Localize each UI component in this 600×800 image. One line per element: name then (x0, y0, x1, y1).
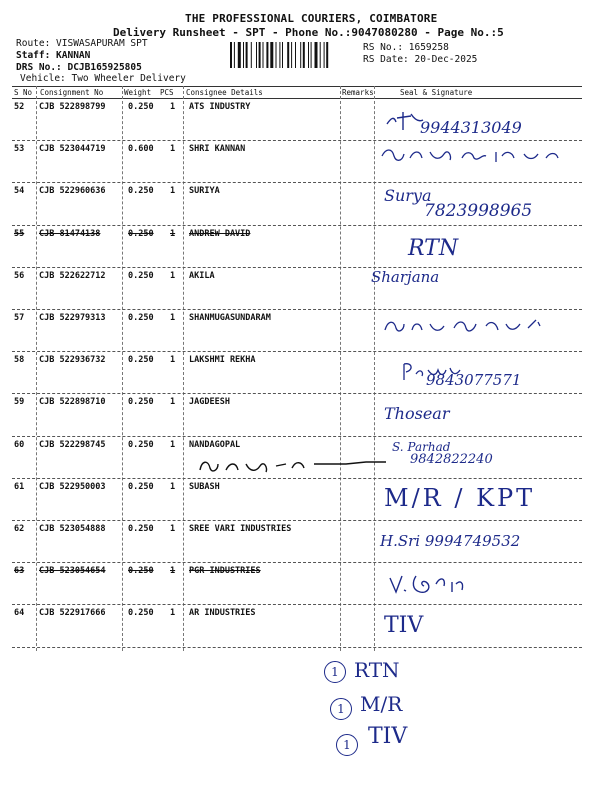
row-weight: 0.600 (128, 144, 154, 155)
row-consignment-no: CJB 522622712 (39, 270, 106, 281)
row-weight: 0.250 (128, 439, 154, 450)
name-note-r60: S. Parhad (392, 440, 451, 454)
row-divider (12, 351, 582, 352)
phone-note-r58: 9843077571 (426, 371, 522, 389)
row-weight: 0.250 (128, 524, 154, 534)
row-pcs: 1 (170, 397, 176, 408)
row-pcs: 1 (170, 524, 176, 534)
row-pcs: 1 (170, 566, 176, 577)
summary-circle-number: 1 (324, 661, 346, 683)
signature-r56: Sharjana (371, 268, 440, 286)
barcode-image (230, 42, 358, 68)
row-consignee: ATS INDUSTRY (189, 102, 251, 112)
row-consignee: SHANMUGASUNDARAM (189, 313, 271, 323)
phone-note-r54: 7823998965 (424, 201, 533, 221)
row-pcs: 1 (170, 102, 176, 112)
tamil-signature-r53 (378, 146, 568, 166)
col-remarks: Remarks (342, 88, 374, 97)
row-pcs: 1 (170, 439, 176, 450)
table-top-border (12, 86, 582, 87)
row-sno: 57 (14, 313, 25, 323)
tamil-signature-r60 (196, 454, 396, 480)
row-consignee: SREE VARI INDUSTRIES (189, 524, 292, 534)
handwritten-signature (385, 110, 425, 132)
col-consignment: Consignment No (40, 88, 104, 97)
row-consignment-no: CJB 522936732 (39, 355, 106, 366)
summary-mr: M/R (360, 692, 403, 716)
row-consignment-no: CJB 522979313 (39, 313, 106, 323)
summary-circle-number: 1 (330, 698, 352, 720)
row-consignment-no: CJB 81474138 (39, 228, 101, 239)
row-sno: 59 (14, 397, 25, 408)
row-sno: 53 (14, 144, 25, 155)
row-sno: 52 (14, 102, 25, 112)
row-pcs: 1 (170, 270, 176, 281)
summary-rtn: RTN (354, 658, 400, 682)
tamil-signature-r57 (382, 316, 547, 338)
row-consignee: SHRI KANNAN (189, 144, 246, 155)
row-consignment-no: CJB 522298745 (39, 439, 106, 450)
col-sno: S No (14, 88, 33, 97)
document-title: THE PROFESSIONAL COURIERS, COIMBATORE (185, 12, 438, 25)
name-note-r54: Surya (384, 186, 432, 205)
row-consignment-no: CJB 522898710 (39, 397, 106, 408)
col-consignee: Consignee Details (186, 88, 263, 97)
row-divider (12, 647, 582, 648)
col-signature: Seal & Signature (400, 88, 473, 97)
summary-tiv: TIV (368, 724, 408, 749)
row-consignee: SUBASH (189, 481, 220, 492)
phone-note-r52: 9944313049 (420, 118, 522, 137)
row-consignment-no: CJB 522950003 (39, 481, 106, 492)
column-divider (183, 86, 184, 651)
row-consignee: PGR INDUSTRIES (189, 566, 261, 577)
row-divider (12, 604, 582, 605)
row-consignee: JAGDEESH (189, 397, 230, 408)
row-divider (12, 520, 582, 521)
row-weight: 0.250 (128, 608, 154, 619)
rs-number: RS No.: 1659258 (363, 42, 449, 53)
row-consignment-no: CJB 523044719 (39, 144, 106, 155)
row-sno: 54 (14, 186, 25, 197)
drs-number: DRS No.: DCJB165925805 (16, 62, 142, 73)
row-pcs: 1 (170, 228, 176, 239)
row-consignment-no: CJB 522898799 (39, 102, 106, 112)
row-weight: 0.250 (128, 566, 154, 577)
row-consignment-no: CJB 523054654 (39, 566, 106, 577)
phone-note-r60: 9842822240 (410, 452, 493, 467)
row-sno: 55 (14, 228, 25, 239)
row-divider (12, 309, 582, 310)
row-consignment-no: CJB 523054888 (39, 524, 106, 534)
rtn-note-r55: RTN (408, 236, 459, 261)
row-sno: 58 (14, 355, 25, 366)
phone-note-r62: H.Sri 9994749532 (380, 532, 521, 550)
signature-r63 (386, 572, 486, 598)
column-divider (340, 86, 341, 651)
row-divider (12, 140, 582, 141)
row-pcs: 1 (170, 313, 176, 323)
staff-label: Staff: KANNAN (16, 50, 91, 61)
row-sno: 63 (14, 566, 25, 577)
column-divider (36, 86, 37, 651)
row-consignee: AKILA (189, 270, 215, 281)
row-divider (12, 225, 582, 226)
row-pcs: 1 (170, 186, 176, 197)
row-divider (12, 267, 582, 268)
row-consignee: SURIYA (189, 186, 220, 197)
row-consignment-no: CJB 522917666 (39, 608, 106, 619)
column-divider (374, 86, 375, 651)
row-divider (12, 182, 582, 183)
row-divider (12, 436, 582, 437)
row-consignee: AR INDUSTRIES (189, 608, 256, 619)
row-weight: 0.250 (128, 481, 154, 492)
row-pcs: 1 (170, 144, 176, 155)
row-pcs: 1 (170, 481, 176, 492)
row-consignment-no: CJB 522960636 (39, 186, 106, 197)
row-sno: 64 (14, 608, 25, 619)
row-weight: 0.250 (128, 270, 154, 281)
summary-circle-number: 1 (336, 734, 358, 756)
remark-r64: TIV (384, 613, 424, 638)
signature-r52 (385, 110, 425, 136)
row-divider (12, 562, 582, 563)
row-consignee: LAKSHMI REKHA (189, 355, 256, 366)
remark-r61: M/R / KPT (384, 484, 536, 512)
column-divider (122, 86, 123, 651)
runsheet-subtitle: Delivery Runsheet - SPT - Phone No.:9047080280 - Page No.:5 (113, 26, 504, 39)
row-consignee: ANDREW DAVID (189, 228, 251, 239)
row-sno: 60 (14, 439, 25, 450)
row-weight: 0.250 (128, 313, 154, 323)
row-weight: 0.250 (128, 397, 154, 408)
row-consignee: NANDAGOPAL (189, 439, 241, 450)
col-pcs: PCS (160, 88, 174, 97)
row-weight: 0.250 (128, 228, 154, 239)
vehicle-label: Vehicle: Two Wheeler Delivery (20, 73, 186, 84)
row-pcs: 1 (170, 355, 176, 366)
row-sno: 61 (14, 481, 25, 492)
row-weight: 0.250 (128, 102, 154, 112)
table-header-border (12, 98, 582, 99)
row-sno: 56 (14, 270, 25, 281)
row-weight: 0.250 (128, 355, 154, 366)
row-weight: 0.250 (128, 186, 154, 197)
signature-r59: Thosear (384, 404, 450, 423)
row-divider (12, 393, 582, 394)
row-sno: 62 (14, 524, 25, 534)
col-weight: Weight (124, 88, 152, 97)
row-pcs: 1 (170, 608, 176, 619)
rs-date: RS Date: 20-Dec-2025 (363, 54, 478, 65)
route-label: Route: VISWASAPURAM SPT (16, 38, 148, 49)
